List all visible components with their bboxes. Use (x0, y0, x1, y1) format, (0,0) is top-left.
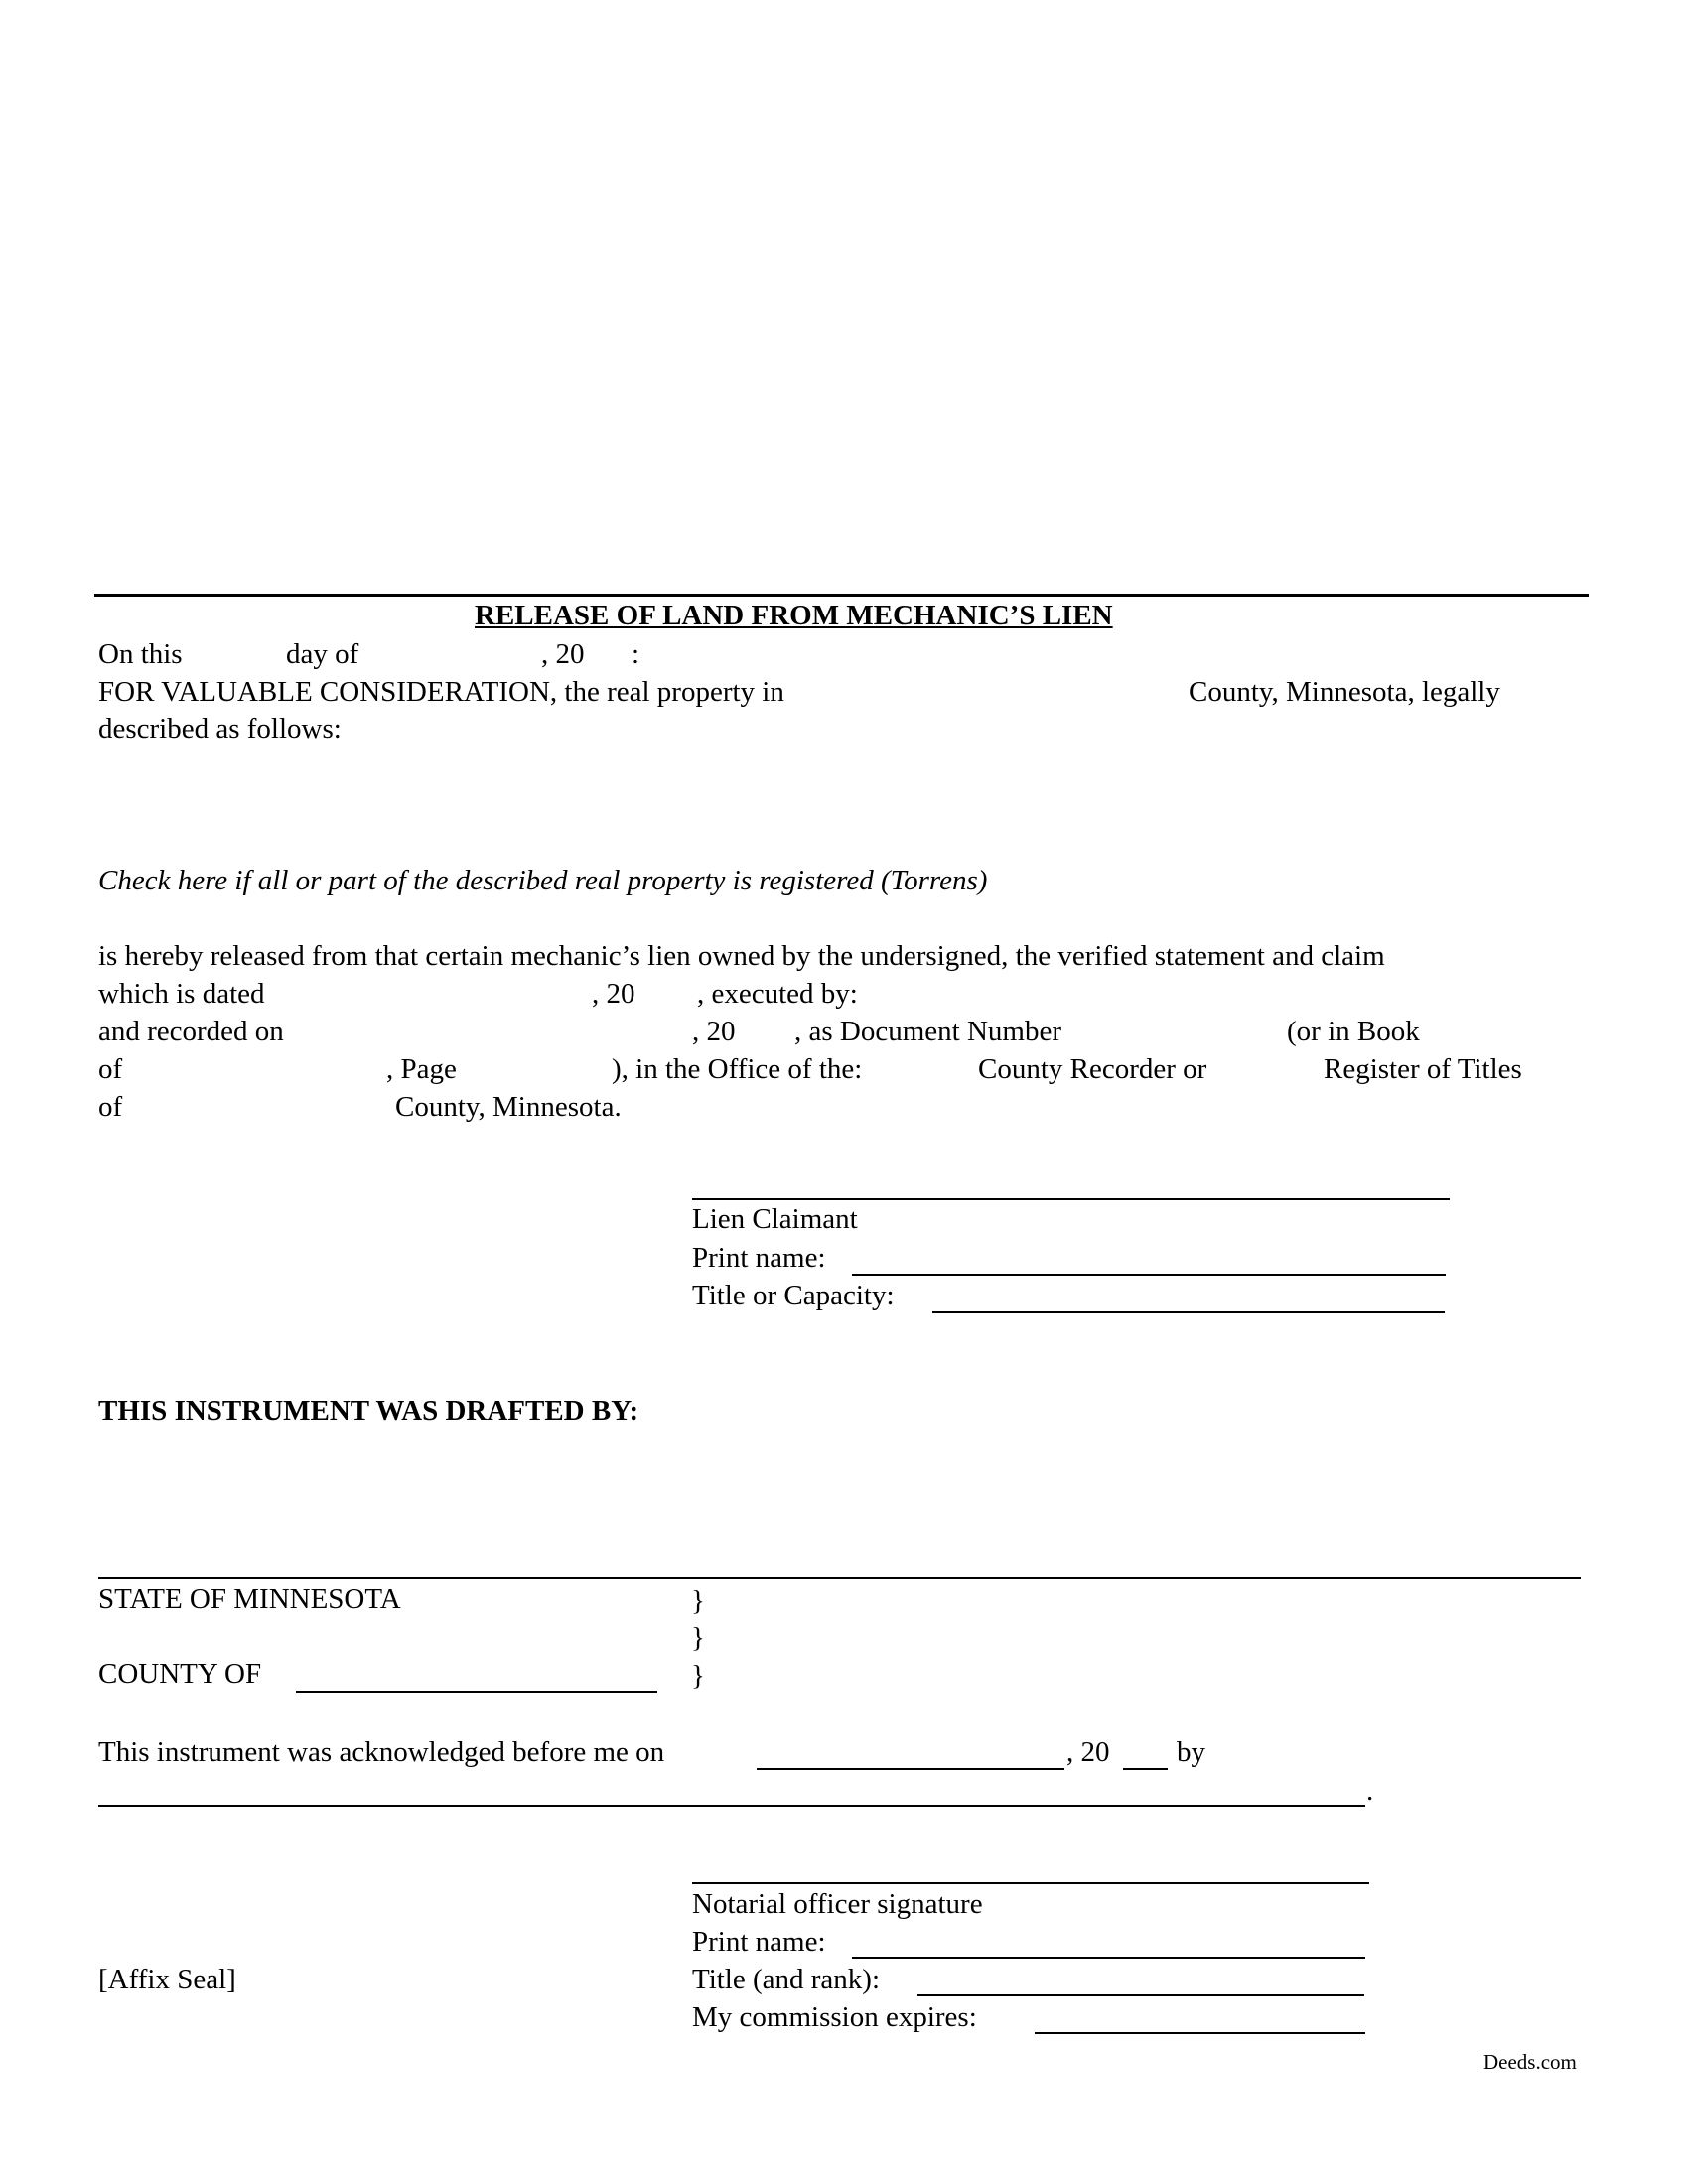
date-line-year: , 20 (541, 638, 585, 670)
claimant-label: Lien Claimant (692, 1203, 858, 1235)
consideration-text: FOR VALUABLE CONSIDERATION, the real property in (98, 676, 784, 708)
notary-county-line[interactable] (296, 1691, 657, 1693)
release-line-2-year: , 20 (592, 978, 635, 1010)
ack-year: , 20 (1066, 1736, 1110, 1768)
claimant-title-label: Title or Capacity: (692, 1280, 895, 1311)
release-line-4-recorder: County Recorder or (978, 1053, 1207, 1085)
ack-date-line[interactable] (757, 1768, 1064, 1770)
notary-print-name-line[interactable] (852, 1957, 1365, 1959)
ack-year-line[interactable] (1123, 1768, 1168, 1770)
release-line-3-doc: , as Document Number (794, 1016, 1061, 1047)
drafted-by-heading: THIS INSTRUMENT WAS DRAFTED BY: (98, 1395, 639, 1427)
notary-state: STATE OF MINNESOTA (98, 1583, 401, 1615)
consideration-county: County, Minnesota, legally (1189, 676, 1500, 708)
release-line-5-of: of (98, 1091, 123, 1123)
date-line-day-of: day of (286, 638, 359, 670)
release-line-2-prefix: which is dated (98, 978, 265, 1010)
torrens-check-text: Check here if all or part of the described real property is registered (Torrens) (98, 865, 988, 896)
notary-title-rank-line[interactable] (917, 1994, 1364, 1996)
release-line-1: is hereby released from that certain mechanic’s lien owned by the undersigned, the verified statement and claim (98, 940, 1385, 972)
release-line-4-page: , Page (386, 1053, 457, 1085)
date-line-colon: : (632, 638, 640, 670)
notary-signature-line (692, 1882, 1369, 1884)
document-title: RELEASE OF LAND FROM MECHANIC’S LIEN (475, 600, 1113, 631)
notary-signature-label: Notarial officer signature (692, 1888, 983, 1920)
notary-brace-1: } (691, 1585, 705, 1617)
release-line-3-prefix: and recorded on (98, 1016, 284, 1047)
release-line-4-office: ), in the Office of the: (612, 1053, 863, 1085)
notary-print-name-label: Print name: (692, 1926, 826, 1958)
release-line-2-suffix: , executed by: (697, 978, 858, 1010)
release-line-4-registrar: Register of Titles (1324, 1053, 1522, 1085)
release-line-4-of: of (98, 1053, 123, 1085)
notary-title-rank-label: Title (and rank): (692, 1964, 881, 1995)
notary-commission-line[interactable] (1035, 2032, 1365, 2034)
ack-period: . (1366, 1775, 1374, 1807)
notary-commission-label: My commission expires: (692, 2001, 977, 2033)
footer-brand: Deeds.com (1483, 2050, 1577, 2074)
consideration-continued: described as follows: (98, 713, 342, 745)
release-line-5-county: County, Minnesota. (395, 1091, 622, 1123)
ack-by: by (1177, 1736, 1205, 1768)
release-line-3-book: (or in Book (1287, 1016, 1420, 1047)
ack-prefix: This instrument was acknowledged before me on (98, 1736, 665, 1768)
release-line-3-year: , 20 (692, 1016, 736, 1047)
claimant-print-name-label: Print name: (692, 1242, 826, 1274)
claimant-title-line[interactable] (932, 1311, 1445, 1313)
notary-brace-3: } (691, 1660, 705, 1692)
ack-name-line[interactable] (98, 1805, 1365, 1807)
date-line-prefix: On this (98, 638, 183, 670)
claimant-print-name-line[interactable] (852, 1274, 1446, 1276)
notary-county-label: COUNTY OF (98, 1658, 262, 1690)
notary-top-rule (98, 1577, 1581, 1579)
top-rule (94, 594, 1589, 597)
claimant-signature-line (692, 1198, 1450, 1200)
notary-seal-label: [Affix Seal] (98, 1964, 236, 1995)
notary-brace-2: } (691, 1622, 705, 1654)
